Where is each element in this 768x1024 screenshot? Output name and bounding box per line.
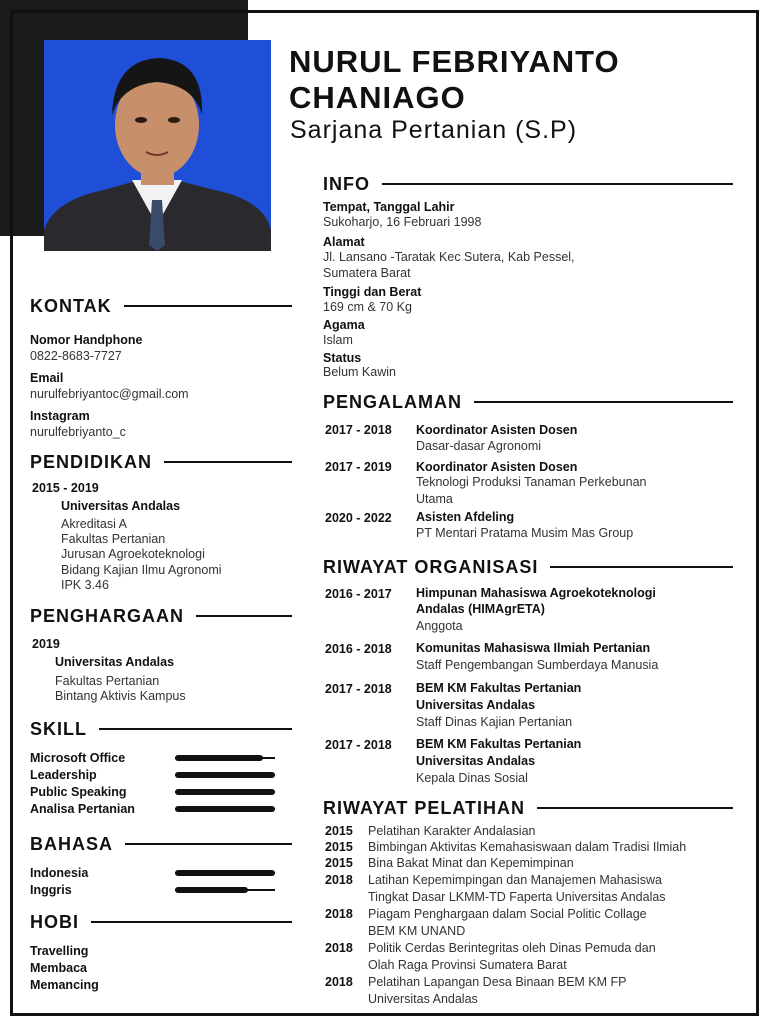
skill-row bbox=[30, 749, 275, 766]
skill-heading-label: SKILL bbox=[30, 718, 87, 739]
experience-years: 2017 - 2019 bbox=[325, 460, 392, 474]
training-year: 2015 bbox=[325, 824, 353, 838]
training-desc: Tingkat Dasar LKMM-TD Faperta Universitas Andalas bbox=[368, 890, 666, 904]
org-title: BEM KM Fakultas Pertanian bbox=[416, 681, 582, 695]
education-detail: Jurusan Agroekoteknologi bbox=[61, 547, 205, 561]
language-bar bbox=[175, 889, 275, 891]
language-name: Inggris bbox=[30, 882, 72, 897]
pendidikan-heading-label: PENDIDIKAN bbox=[30, 451, 153, 472]
pengalaman-heading-label: PENGALAMAN bbox=[323, 391, 462, 412]
training-year: 2018 bbox=[325, 907, 353, 921]
skill-bar bbox=[175, 791, 275, 793]
experience-desc: Utama bbox=[416, 492, 453, 506]
skill-bar bbox=[175, 774, 275, 776]
info-address-label: Alamat bbox=[323, 235, 365, 249]
org-years: 2017 - 2018 bbox=[325, 682, 392, 696]
info-birth-value: Sukoharjo, 16 Februari 1998 bbox=[323, 215, 482, 229]
org-role: Staff Dinas Kajian Pertanian bbox=[416, 715, 573, 729]
skill-row bbox=[30, 800, 275, 817]
penghargaan-heading bbox=[30, 605, 292, 627]
hobi-heading-label: HOBI bbox=[30, 911, 79, 932]
person-name-line2: CHANIAGO bbox=[289, 80, 466, 115]
kontak-heading bbox=[30, 295, 292, 317]
contact-email-label: Email bbox=[30, 371, 64, 385]
training-year: 2015 bbox=[325, 840, 353, 854]
experience-title: Koordinator Asisten Dosen bbox=[416, 460, 578, 474]
org-role: Anggota bbox=[416, 619, 463, 633]
org-title: BEM KM Fakultas Pertanian bbox=[416, 737, 582, 751]
person-name bbox=[289, 44, 729, 116]
training-year: 2018 bbox=[325, 873, 353, 887]
award-year: 2019 bbox=[32, 637, 60, 651]
info-height-label: Tinggi dan Berat bbox=[323, 285, 422, 299]
education-detail: IPK 3.46 bbox=[61, 578, 109, 592]
person-name-line1: NURUL FEBRIYANTO bbox=[289, 44, 620, 79]
training-desc: Politik Cerdas Berintegritas oleh Dinas Pemuda dan bbox=[368, 941, 656, 955]
award-detail: Bintang Aktivis Kampus bbox=[55, 689, 186, 703]
pengalaman-heading bbox=[323, 391, 733, 413]
info-heading bbox=[323, 173, 733, 195]
training-desc: Piagam Penghargaan dalam Social Politic Collage bbox=[368, 907, 647, 921]
info-status-label: Status bbox=[323, 351, 362, 365]
kontak-heading-label: KONTAK bbox=[30, 295, 112, 316]
language-bar bbox=[175, 872, 275, 874]
skill-row bbox=[30, 766, 275, 783]
language-row bbox=[30, 881, 275, 898]
skill-bar bbox=[175, 808, 275, 810]
info-status-value: Belum Kawin bbox=[323, 365, 396, 379]
training-desc: Bina Bakat Minat dan Kepemimpinan bbox=[368, 856, 574, 870]
education-detail: Akreditasi A bbox=[61, 517, 128, 531]
training-desc: Olah Raga Provinsi Sumatera Barat bbox=[368, 958, 567, 972]
skill-bar-fill bbox=[175, 755, 263, 761]
hobby-item: Membaca bbox=[30, 961, 87, 975]
skill-bar-fill bbox=[175, 789, 275, 795]
org-title: Komunitas Mahasiswa Ilmiah Pertanian bbox=[416, 641, 651, 655]
bahasa-heading-label: BAHASA bbox=[30, 833, 114, 854]
skill-name: Microsoft Office bbox=[30, 750, 126, 765]
experience-desc: PT Mentari Pratama Musim Mas Group bbox=[416, 526, 634, 540]
pelatihan-heading-label: RIWAYAT PELATIHAN bbox=[323, 797, 526, 818]
bahasa-heading bbox=[30, 833, 292, 855]
skill-bar-fill bbox=[175, 772, 275, 778]
skill-name: Leadership bbox=[30, 767, 97, 782]
person-title: Sarjana Pertanian (S.P) bbox=[290, 116, 578, 144]
org-role: Kepala Dinas Sosial bbox=[416, 771, 528, 785]
organisasi-heading bbox=[323, 556, 733, 578]
skill-name: Public Speaking bbox=[30, 784, 127, 799]
award-org: Universitas Andalas bbox=[55, 655, 175, 669]
language-name: Indonesia bbox=[30, 865, 89, 880]
language-bar-fill bbox=[175, 870, 275, 876]
contact-email-value[interactable]: nurulfebriyantoc@gmail.com bbox=[30, 387, 189, 401]
education-years: 2015 - 2019 bbox=[32, 481, 99, 495]
education-detail: Fakultas Pertanian bbox=[61, 532, 166, 546]
pelatihan-heading bbox=[323, 797, 733, 819]
org-title: Universitas Andalas bbox=[416, 698, 536, 712]
skill-row bbox=[30, 783, 275, 800]
org-role: Staff Pengembangan Sumberdaya Manusia bbox=[416, 658, 659, 672]
experience-desc: Dasar-dasar Agronomi bbox=[416, 439, 542, 453]
language-row bbox=[30, 864, 275, 881]
penghargaan-heading-label: PENGHARGAAN bbox=[30, 605, 185, 626]
education-detail: Bidang Kajian Ilmu Agronomi bbox=[61, 563, 222, 577]
info-address-line1: Jl. Lansano -Taratak Kec Sutera, Kab Pessel, bbox=[323, 250, 575, 264]
contact-instagram-label: Instagram bbox=[30, 409, 90, 423]
training-year: 2018 bbox=[325, 941, 353, 955]
organisasi-heading-label: RIWAYAT ORGANISASI bbox=[323, 556, 539, 577]
experience-years: 2020 - 2022 bbox=[325, 511, 392, 525]
info-heading-label: INFO bbox=[323, 173, 370, 194]
language-bar-fill bbox=[175, 887, 248, 893]
hobi-heading bbox=[30, 911, 292, 933]
skill-name: Analisa Pertanian bbox=[30, 801, 135, 816]
profile-photo bbox=[44, 40, 271, 251]
skill-heading bbox=[30, 718, 292, 740]
skill-bar bbox=[175, 757, 275, 759]
training-year: 2015 bbox=[325, 856, 353, 870]
org-years: 2016 - 2017 bbox=[325, 587, 392, 601]
org-title: Andalas (HIMAgrETA) bbox=[416, 602, 545, 616]
info-religion-value: Islam bbox=[323, 333, 353, 347]
skill-bar-fill bbox=[175, 806, 275, 812]
training-desc: Pelatihan Karakter Andalasian bbox=[368, 824, 536, 838]
training-year: 2018 bbox=[325, 975, 353, 989]
award-detail: Fakultas Pertanian bbox=[55, 674, 160, 688]
training-desc: BEM KM UNAND bbox=[368, 924, 466, 938]
contact-phone-label: Nomor Handphone bbox=[30, 333, 143, 347]
hobby-item: Travelling bbox=[30, 944, 89, 958]
info-religion-label: Agama bbox=[323, 318, 365, 332]
pendidikan-heading bbox=[30, 451, 292, 473]
education-school: Universitas Andalas bbox=[61, 499, 181, 513]
hobby-item: Memancing bbox=[30, 978, 99, 992]
contact-instagram-value[interactable]: nurulfebriyanto_c bbox=[30, 425, 126, 439]
experience-title: Koordinator Asisten Dosen bbox=[416, 423, 578, 437]
info-birth-label: Tempat, Tanggal Lahir bbox=[323, 200, 455, 214]
training-desc: Bimbingan Aktivitas Kemahasiswaan dalam Tradisi Ilmiah bbox=[368, 840, 687, 854]
experience-desc: Teknologi Produksi Tanaman Perkebunan bbox=[416, 475, 647, 489]
contact-phone-value[interactable]: 0822-8683-7727 bbox=[30, 349, 122, 363]
org-title: Universitas Andalas bbox=[416, 754, 536, 768]
org-years: 2016 - 2018 bbox=[325, 642, 392, 656]
training-desc: Universitas Andalas bbox=[368, 992, 478, 1006]
org-years: 2017 - 2018 bbox=[325, 738, 392, 752]
training-desc: Latihan Kepemimpingan dan Manajemen Mahasiswa bbox=[368, 873, 662, 887]
training-desc: Pelatihan Lapangan Desa Binaan BEM KM FP bbox=[368, 975, 627, 989]
org-title: Himpunan Mahasiswa Agroekoteknologi bbox=[416, 586, 656, 600]
info-address-line2: Sumatera Barat bbox=[323, 266, 411, 280]
experience-title: Asisten Afdeling bbox=[416, 510, 515, 524]
info-height-value: 169 cm & 70 Kg bbox=[323, 300, 412, 314]
experience-years: 2017 - 2018 bbox=[325, 423, 392, 437]
